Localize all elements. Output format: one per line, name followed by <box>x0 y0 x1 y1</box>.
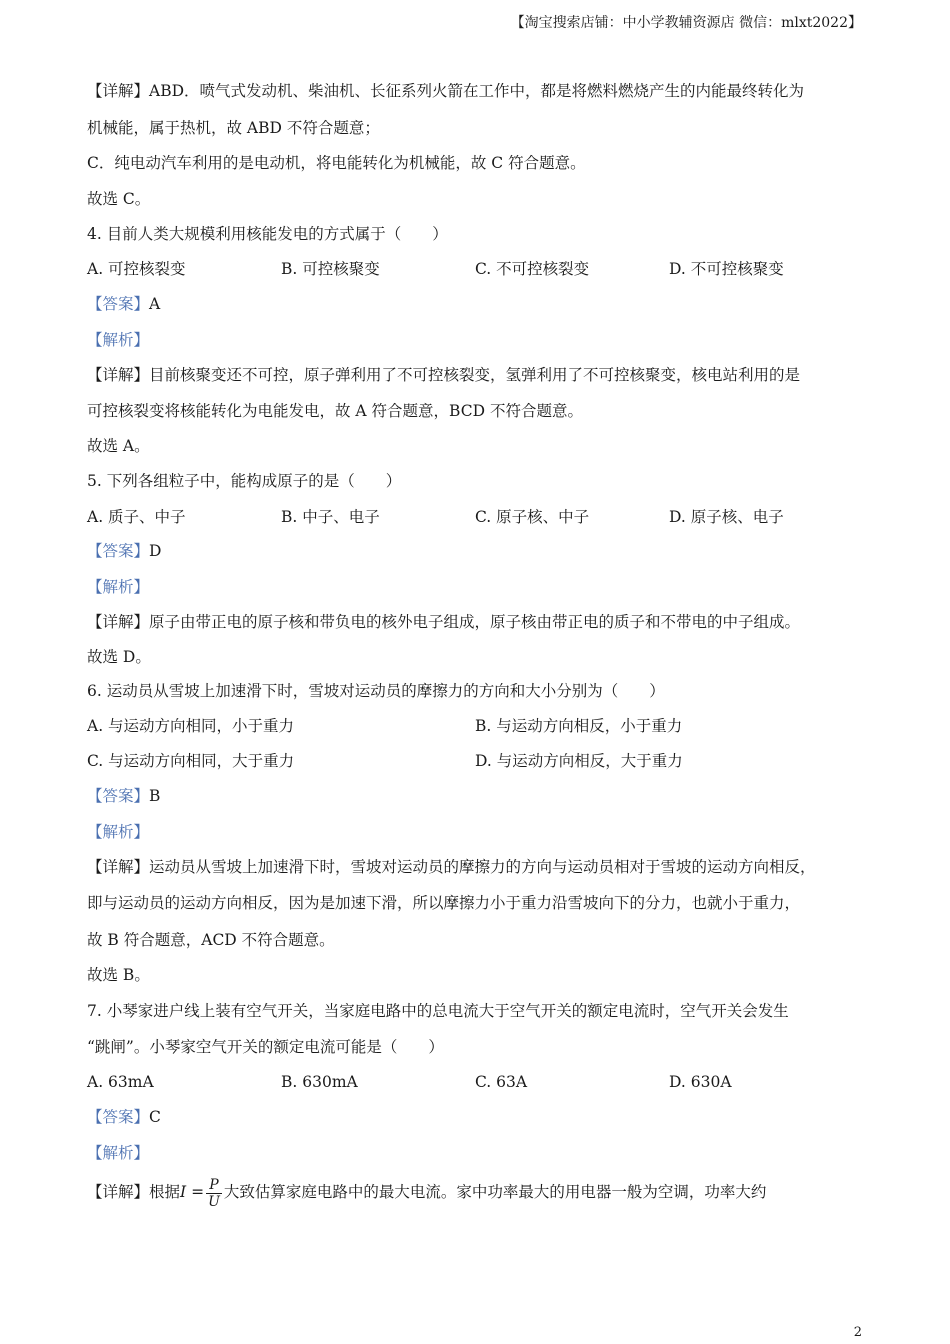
q4-option-b: B. 可控核聚变 <box>281 260 380 278</box>
question-5: 5. 下列各组粒子中，能构成原子的是（ ） <box>87 472 402 490</box>
detail-tag: 【详解】 <box>87 613 150 631</box>
q7-option-a: A. 63mA <box>87 1073 154 1091</box>
q7-option-c: C. 63A <box>475 1073 528 1091</box>
q6-option-a: A. 与运动方向相同，小于重力 <box>87 717 295 735</box>
q5-option-b: B. 中子、电子 <box>281 508 380 526</box>
q5-option-a: A. 质子、中子 <box>87 508 186 526</box>
q5-detail <box>87 612 800 632</box>
q7-option-d: D. 630A <box>669 1073 732 1091</box>
q6-answer <box>87 786 160 806</box>
q5-selection: 故选 D。 <box>87 648 151 666</box>
question-7: 7. 小琴家进户线上装有空气开关，当家庭电路中的总电流大于空气开关的额定电流时，空气开关会发生 <box>87 1002 789 1020</box>
detail-tag: 【详解】 <box>87 858 150 876</box>
question-4: 4. 目前人类大规模利用核能发电的方式属于（ ） <box>87 225 448 243</box>
q7-analysis-tag: 【解析】 <box>87 1144 150 1162</box>
answer-tag: 【答案】 <box>87 542 150 560</box>
q6-detail-cont: 故 B 符合题意，ACD 不符合题意。 <box>87 931 335 949</box>
formula-numerator: P <box>206 1177 222 1194</box>
q4-selection: 故选 A。 <box>87 437 150 455</box>
detail-tag: 【详解】 <box>87 366 150 384</box>
q5-answer <box>87 541 161 561</box>
text-line: 故选 C。 <box>87 190 151 208</box>
formula-denominator: U <box>208 1193 220 1210</box>
q4-option-c: C. 不可控核裂变 <box>475 260 590 278</box>
q4-answer <box>87 294 160 314</box>
q5-option-c: C. 原子核、中子 <box>475 508 590 526</box>
text-line: 【详解】ABD．喷气式发动机、柴油机、长征系列火箭在工作中，都是将燃料燃烧产生的内能最终转化为 <box>87 82 805 100</box>
answer-tag: 【答案】 <box>87 295 150 313</box>
q7-option-b: B. 630mA <box>281 1073 358 1091</box>
text-line: 机械能，属于热机，故 ABD 不符合题意； <box>87 119 380 137</box>
formula-fraction <box>206 1177 222 1210</box>
text-line: C．纯电动汽车利用的是电动机，将电能转化为机械能，故 C 符合题意。 <box>87 154 586 172</box>
q6-option-d: D. 与运动方向相反，大于重力 <box>475 752 683 770</box>
q4-detail <box>87 365 800 385</box>
q4-analysis-tag: 【解析】 <box>87 331 150 349</box>
q5-option-d: D. 原子核、电子 <box>669 508 784 526</box>
q4-detail-cont: 可控核裂变将核能转化为电能发电，故 A 符合题意，BCD 不符合题意。 <box>87 402 583 420</box>
formula-lhs: I = <box>180 1183 205 1201</box>
answer-tag: 【答案】 <box>87 787 150 805</box>
answer-value: D <box>149 542 162 560</box>
q6-analysis-tag: 【解析】 <box>87 823 150 841</box>
q6-detail-cont: 即与运动员的运动方向相反，因为是加速下滑，所以摩擦力小于重力沿雪坡向下的分力，也就小于重力， <box>87 894 801 912</box>
q7-detail <box>87 1172 766 1212</box>
q6-detail <box>87 857 816 877</box>
detail-tag: 【详解】 <box>87 1183 150 1201</box>
detail-text: 根据 <box>149 1183 181 1201</box>
q5-analysis-tag: 【解析】 <box>87 578 150 596</box>
answer-value: C <box>149 1108 161 1126</box>
q4-option-a: A. 可控核裂变 <box>87 260 186 278</box>
question-6: 6. 运动员从雪坡上加速滑下时，雪坡对运动员的摩擦力的方向和大小分别为（ ） <box>87 682 665 700</box>
q7-answer <box>87 1107 161 1127</box>
detail-text: 原子由带正电的原子核和带负电的核外电子组成，原子核由带正电的质子和不带电的中子组成。 <box>149 613 801 631</box>
detail-text: 目前核聚变还不可控，原子弹利用了不可控核裂变，氢弹利用了不可控核聚变，核电站利用的是 <box>149 366 801 384</box>
answer-tag: 【答案】 <box>87 1108 150 1126</box>
detail-text: 运动员从雪坡上加速滑下时，雪坡对运动员的摩擦力的方向与运动员相对于雪坡的运动方向相反， <box>149 858 816 876</box>
q6-selection: 故选 B。 <box>87 966 150 984</box>
q6-option-b: B. 与运动方向相反，小于重力 <box>475 717 683 735</box>
answer-value: A <box>149 295 161 313</box>
page-header: 【淘宝搜索店铺：中小学教辅资源店 微信：mlxt2022】 <box>510 15 862 31</box>
answer-value: B <box>149 787 161 805</box>
detail-text: 大致估算家庭电路中的最大电流。家中功率最大的用电器一般为空调，功率大约 <box>223 1183 767 1201</box>
page-number: 2 <box>853 1325 862 1340</box>
q4-option-d: D. 不可控核聚变 <box>669 260 784 278</box>
q6-option-c: C. 与运动方向相同，大于重力 <box>87 752 295 770</box>
question-7-cont: “跳闸”。小琴家空气开关的额定电流可能是（ ） <box>87 1038 444 1056</box>
